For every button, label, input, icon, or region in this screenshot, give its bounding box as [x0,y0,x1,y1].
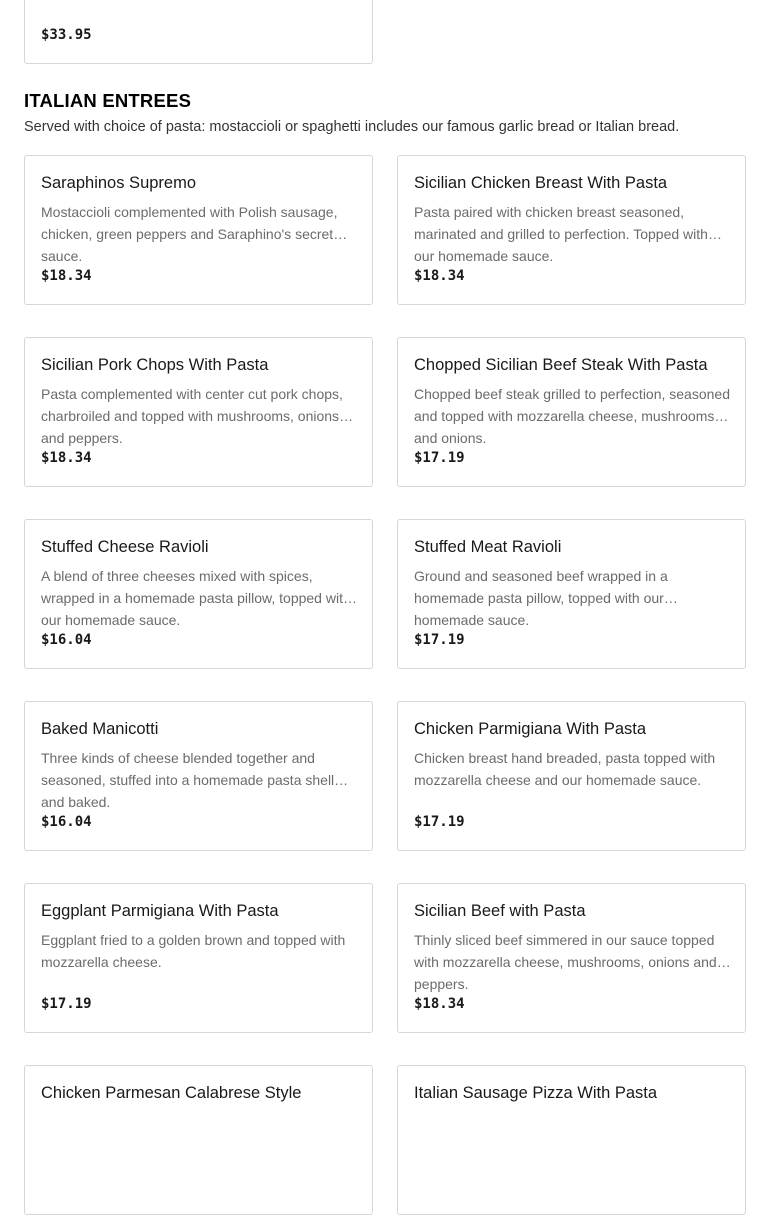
item-name: Stuffed Cheese Ravioli [41,538,209,556]
item-description: Ground and seasoned beef wrapped in a homemade pasta pillow, topped with our homemade sauce. [414,568,668,628]
section-title: ITALIAN ENTREES [24,90,192,111]
item-description: A blend of three cheeses mixed with spices, wrapped in a homemade pasta pillow, topped with our homemade sauce. [41,568,351,628]
item-price: $18.34 [414,996,465,1012]
menu-item-card[interactable] [24,155,373,305]
menu-item-card[interactable] [397,701,746,851]
item-price: $16.04 [41,814,92,830]
item-price: $17.19 [41,996,92,1012]
menu-item-card[interactable] [397,1065,746,1215]
item-price: $33.95 [41,27,92,43]
item-description: Chicken breast hand breaded, pasta topped with mozzarella cheese and our homemade sauce. [414,750,716,788]
item-description: Pasta paired with chicken breast seasoned, marinated and grilled to perfection. Topped with our homemade sauce. [414,204,708,264]
item-price: $17.19 [414,450,465,466]
item-name: Saraphinos Supremo [41,174,197,192]
item-name: Sicilian Chicken Breast With Pasta [414,174,668,192]
menu-item-card[interactable] [397,337,746,487]
menu-item-card[interactable] [397,519,746,669]
item-description: Thinly sliced beef simmered in our sauce topped with mozzarella cheese, mushrooms, onions and peppers. [414,932,717,992]
item-price: $17.19 [414,814,465,830]
menu-item-card[interactable] [24,519,373,669]
item-description: Pasta complemented with center cut pork chops, charbroiled and topped with mushrooms, onions and peppers. [41,386,343,446]
menu-item-card[interactable] [24,883,373,1033]
item-name: Stuffed Meat Ravioli [414,538,562,556]
section-subtitle: Served with choice of pasta: mostaccioli or spaghetti includes our famous garlic bread or Italian bread. [24,119,680,135]
item-description: Three kinds of cheese blended together and seasoned, stuffed into a homemade pasta shell and baked. [41,750,335,810]
item-description: Mostaccioli complemented with Polish sausage, chicken, green peppers and Saraphino's secret sauce. [41,204,338,264]
item-description: Eggplant fried to a golden brown and topped with mozzarella cheese. [41,932,346,970]
item-name: Chicken Parmigiana With Pasta [414,720,647,738]
item-description: Chopped beef steak grilled to perfection, seasoned and topped with mozzarella cheese, mushrooms and onions. [414,386,730,446]
item-name: Sicilian Pork Chops With Pasta [41,356,269,374]
item-price: $18.34 [41,450,92,466]
menu-item-card[interactable] [24,337,373,487]
menu-item-card[interactable] [397,155,746,305]
item-price: $16.04 [41,632,92,648]
item-price: $18.34 [414,268,465,284]
menu-item-card[interactable] [24,1065,373,1215]
item-name: Chicken Parmesan Calabrese Style [41,1084,302,1102]
item-name: Sicilian Beef with Pasta [414,902,586,920]
item-name: Italian Sausage Pizza With Pasta [414,1084,658,1102]
item-price: $18.34 [41,268,92,284]
menu-item-card[interactable] [24,0,373,64]
item-name: Chopped Sicilian Beef Steak With Pasta [414,356,708,374]
item-name: Baked Manicotti [41,720,159,738]
menu-item-card[interactable] [24,701,373,851]
menu-item-card[interactable] [397,883,746,1033]
item-price: $17.19 [414,632,465,648]
item-name: Eggplant Parmigiana With Pasta [41,902,279,920]
